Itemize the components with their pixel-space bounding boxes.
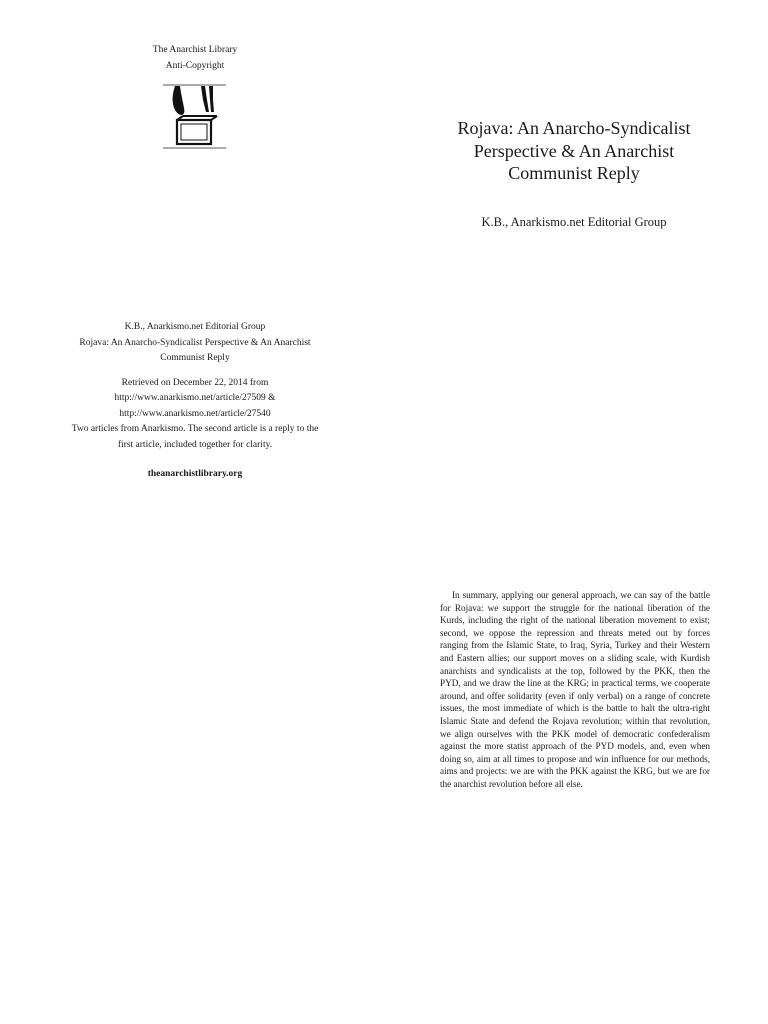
imprint-note-line2: first article, included together for clarity. [117,439,273,450]
library-name: The Anarchist Library [152,45,238,55]
imprint-retrieved: Retrieved on December 22, 2014 from [121,377,269,388]
document-author: K.B., Anarkismo.net Editorial Group [481,215,667,229]
copyright-notice: Anti-Copyright [165,60,225,71]
title-line2: Perspective & An Anarchist [473,140,675,161]
document-title [400,117,748,185]
imprint-title-line2: Communist Reply [160,353,230,363]
library-header [45,43,345,74]
imprint-block [45,320,345,483]
imprint-note-line1: Two articles from Anarkismo. The second article is a reply to the [71,424,319,434]
summary-paragraph: In summary, applying our general approach, we can say of the battle for Rojava: we support the struggle for the national liberation of the Kurds, including the right of the national liberation movement to exist; second, we oppose the repression and threats meted out by forces ranging from the Islamic State, to Iraq, Syria, Turkey and their Western and Eastern allies; our support moves on a sliding scale, with Kurdish anarchists and syndicalists at the top, followed by the PKK, then the PYD, and we draw the line at the KRG; in practical terms, we cooperate around, and offer solidarity (even if only verbal) on a range of concrete issues, the most immediate of which is the battle to halt the ultra-right Islamic State and defend the Rojava revolution; within that revolution, we align ourselves with the PKK model of democratic confederalism against the more statist approach of the PYD models, and, even when doing so, aim at all times to propose and win influence for our methods, aims and projects: we are with the PKK against the KRG, but we are for the anarchist revolution before all else. [440,590,710,789]
title-line3: Communist Reply [508,163,640,183]
website-link: theanarchistlibrary.org [147,469,243,479]
library-logo-icon [163,82,226,150]
imprint-url1: http://www.anarkismo.net/article/27509 & [114,393,276,403]
imprint-authors: K.B., Anarkismo.net Editorial Group [124,322,266,332]
title-line1: Rojava: An Anarcho-Syndicalist [457,118,691,138]
imprint-url2: http://www.anarkismo.net/article/27540 [119,408,271,419]
imprint-title-line1: Rojava: An Anarcho-Syndicalist Perspective & An Anarchist [79,337,311,348]
